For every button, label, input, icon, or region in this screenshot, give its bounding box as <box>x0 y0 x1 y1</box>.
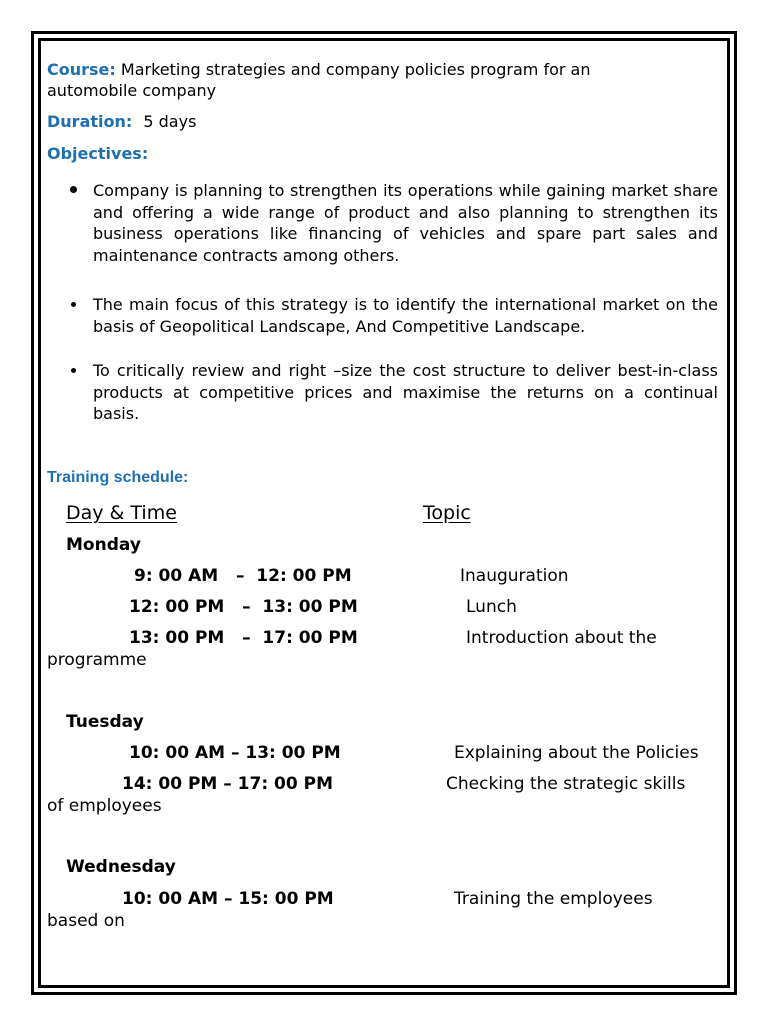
session-time: 14: 00 PM – 17: 00 PM <box>122 774 333 794</box>
session-topic: Inauguration <box>460 566 569 586</box>
column-day-time: Day & Time <box>66 502 177 524</box>
bullet-icon <box>71 368 76 373</box>
session-topic-cont: based on <box>47 911 125 931</box>
day-label: Wednesday <box>66 857 176 877</box>
objective-item: The main focus of this strategy is to identify the international market on the basis of Geopolitical Landscape, And Competitive Landscape. <box>93 295 718 336</box>
column-topic: Topic <box>423 502 471 524</box>
session-time: 13: 00 PM – 17: 00 PM <box>129 628 358 648</box>
session-topic: Explaining about the Policies <box>454 743 699 763</box>
duration-value: 5 days <box>143 112 197 131</box>
session-time: 12: 00 PM – 13: 00 PM <box>129 597 358 617</box>
bullet-icon <box>71 302 76 307</box>
course-text-cont: automobile company <box>47 81 217 100</box>
course-line <box>47 60 590 79</box>
bullet-icon <box>70 186 77 193</box>
training-heading: Training schedule: <box>47 469 189 486</box>
day-label: Monday <box>66 535 141 555</box>
session-topic: Checking the strategic skills <box>446 774 686 794</box>
session-topic: Lunch <box>466 597 517 617</box>
session-topic: Introduction about the <box>466 628 657 648</box>
course-text: Marketing strategies and company policies program for an <box>120 60 591 79</box>
objective-item: To critically review and right –size the cost structure to deliver best-in-class products at competitive prices and maximise the returns on a continual basis. <box>93 361 718 423</box>
day-label: Tuesday <box>66 712 144 732</box>
duration-line <box>47 112 196 131</box>
session-topic: Training the employees <box>454 889 653 909</box>
session-topic-cont: programme <box>47 650 147 670</box>
objectives-label: Objectives: <box>47 144 149 163</box>
course-label: Course: <box>47 60 116 79</box>
session-time: 10: 00 AM – 13: 00 PM <box>129 743 341 763</box>
session-topic-cont: of employees <box>47 796 162 816</box>
objective-item: Company is planning to strengthen its operations while gaining market share and offering a wide range of product and also planning to strengthen its business operations like financing of vehicles and spare part sales and maintenance contracts among others. <box>93 181 718 265</box>
session-time: 10: 00 AM – 15: 00 PM <box>122 889 334 909</box>
duration-label: Duration: <box>47 112 133 131</box>
session-time: 9: 00 AM – 12: 00 PM <box>134 566 352 586</box>
